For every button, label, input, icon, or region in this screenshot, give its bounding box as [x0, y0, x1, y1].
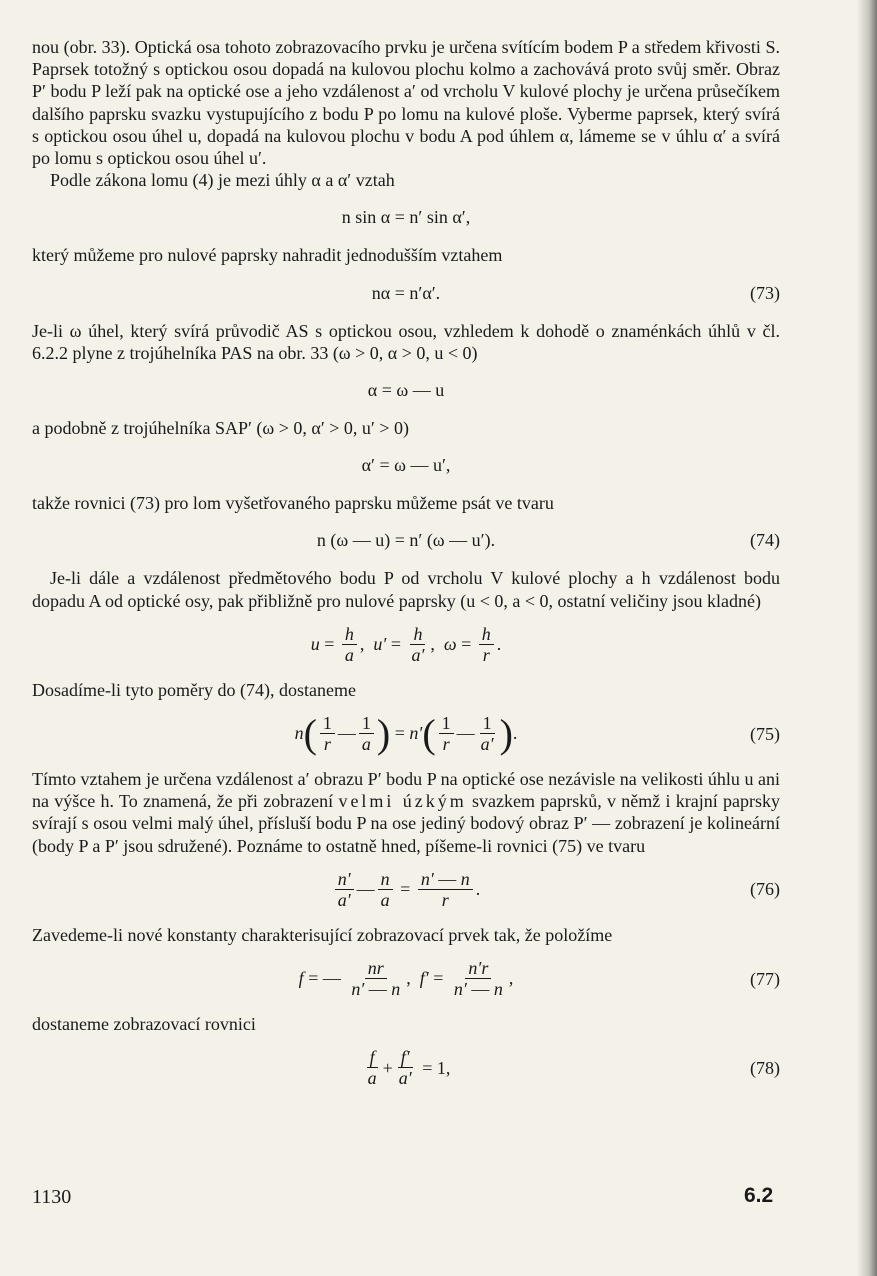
paragraph-6: takže rovnici (73) pro lom vyšetřovaného paprsku můžeme psát ve tvaru [32, 493, 554, 514]
equation-ratios: u = $\frac{h}{a}$ , u′ = $\frac{h}{a'}$ , ω = $\frac{h}{r}$ . [310, 623, 502, 665]
equation-73: nα = n′α′. (73) [371, 282, 780, 303]
paragraph-3: který můžeme pro nulové paprsky nahradit jednodušším vztahem [32, 245, 503, 266]
paragraph-1: nou (obr. 33). Optická osa tohoto zobrazovacího prvku je určena svítícím bodem P a středem křivosti S. Paprsek totožný s optickou osou dopadá na kulovou plochu kolmo a zachovává proto svůj směr. Obraz P′ bodu P leží pak na optické ose a jeho vzdálenost a′ od vrcholu V kulové plochy je určena průsečíkem dalšího paprsku svazku vystupujícího z bodu P po lomu na kulové ploše. Vyberme paprsek, který svírá s optickou osou úhel u, dopadá na kulovou plochu v bodu A pod úhlem α, lámeme se v úhlu α′ a svírá po lomu s optickou osou úhel u′. [32, 37, 780, 169]
paragraph-2: Podle zákona lomu (4) je mezi úhly α a α′ vztah [50, 170, 395, 191]
paragraph-5: a podobně z trojúhelníka SAP′ (ω > 0, α′ > 0, u′ > 0) [32, 418, 409, 439]
paragraph-10: Zavedeme-li nové konstanty charakterisující zobrazovací prvek tak, že položíme [32, 924, 613, 945]
equation-76: $\frac{n'}{a'}$ — $\frac{n}{a}$ = $\frac{n' — n}{r}$ . (76) [32, 869, 780, 910]
section-number: 6.2 [744, 1184, 774, 1207]
page-number: 1130 [32, 1186, 72, 1208]
page-edge-shadow [857, 0, 877, 1276]
equation-78: $\frac{f}{a}$ + $\frac{f'}{a'}$ = 1, (78) [367, 1047, 780, 1089]
equation-snell: n sin α = n′ sin α′, [341, 207, 471, 228]
equation-74: n (ω — u) = n′ (ω — u′). (74) [316, 530, 780, 551]
paragraph-8: Dosadíme-li tyto poměry do (74), dostaneme [32, 679, 356, 700]
equation-alpha-prime: α′ = ω — u′, [361, 455, 451, 476]
paragraph-7: Je-li dále a vzdálenost předmětového bodu P od vrcholu V kulové plochy a h vzdálenost bodu dopadu A od optické osy, pak přibližně pro nulové paprsky (u < 0, a < 0, ostatní veličiny jsou kladné) [32, 568, 780, 611]
paragraph-9: Tímto vztahem je určena vzdálenost a′ obrazu P′ bodu P na optické ose nezávisle na velikosti úhlu u ani na výšce h. To znamená, že při zobrazení velmi úzkým svazkem paprsků, v němž i krajní paprsky svírají s osou velmi malý úhel, přísluší bodu P na ose jediný bodový obraz P′ — zobrazení je kolineární (body P a P′ jsou sdružené). Poznáme to ostatně hned, píšeme-li rovnici (75) ve tvaru [32, 769, 781, 856]
document-body [32, 36, 780, 1102]
equation-75: n ( $\frac{1}{r}$ — $\frac{1}{a}$ ) = n′ ( $\frac{1}{r}$ — $\frac{1}{a'}$ ) . (75) [294, 710, 780, 756]
paragraph-11: dostaneme zobrazovací rovnici [32, 1014, 256, 1035]
equation-alpha: α = ω — u [367, 380, 445, 401]
equation-77: f = — $\frac{nr}{n' — n}$ , f′ = $\frac{n'r}{n' — n}$ , (77) [298, 958, 780, 1000]
paragraph-4: Je-li ω úhel, který svírá průvodič AS s optickou osou, vzhledem k dohodě o znaménkách úhlů v čl. 6.2.2 plyne z trojúhelníka PAS na obr. 33 (ω > 0, α > 0, u < 0) [32, 320, 780, 363]
